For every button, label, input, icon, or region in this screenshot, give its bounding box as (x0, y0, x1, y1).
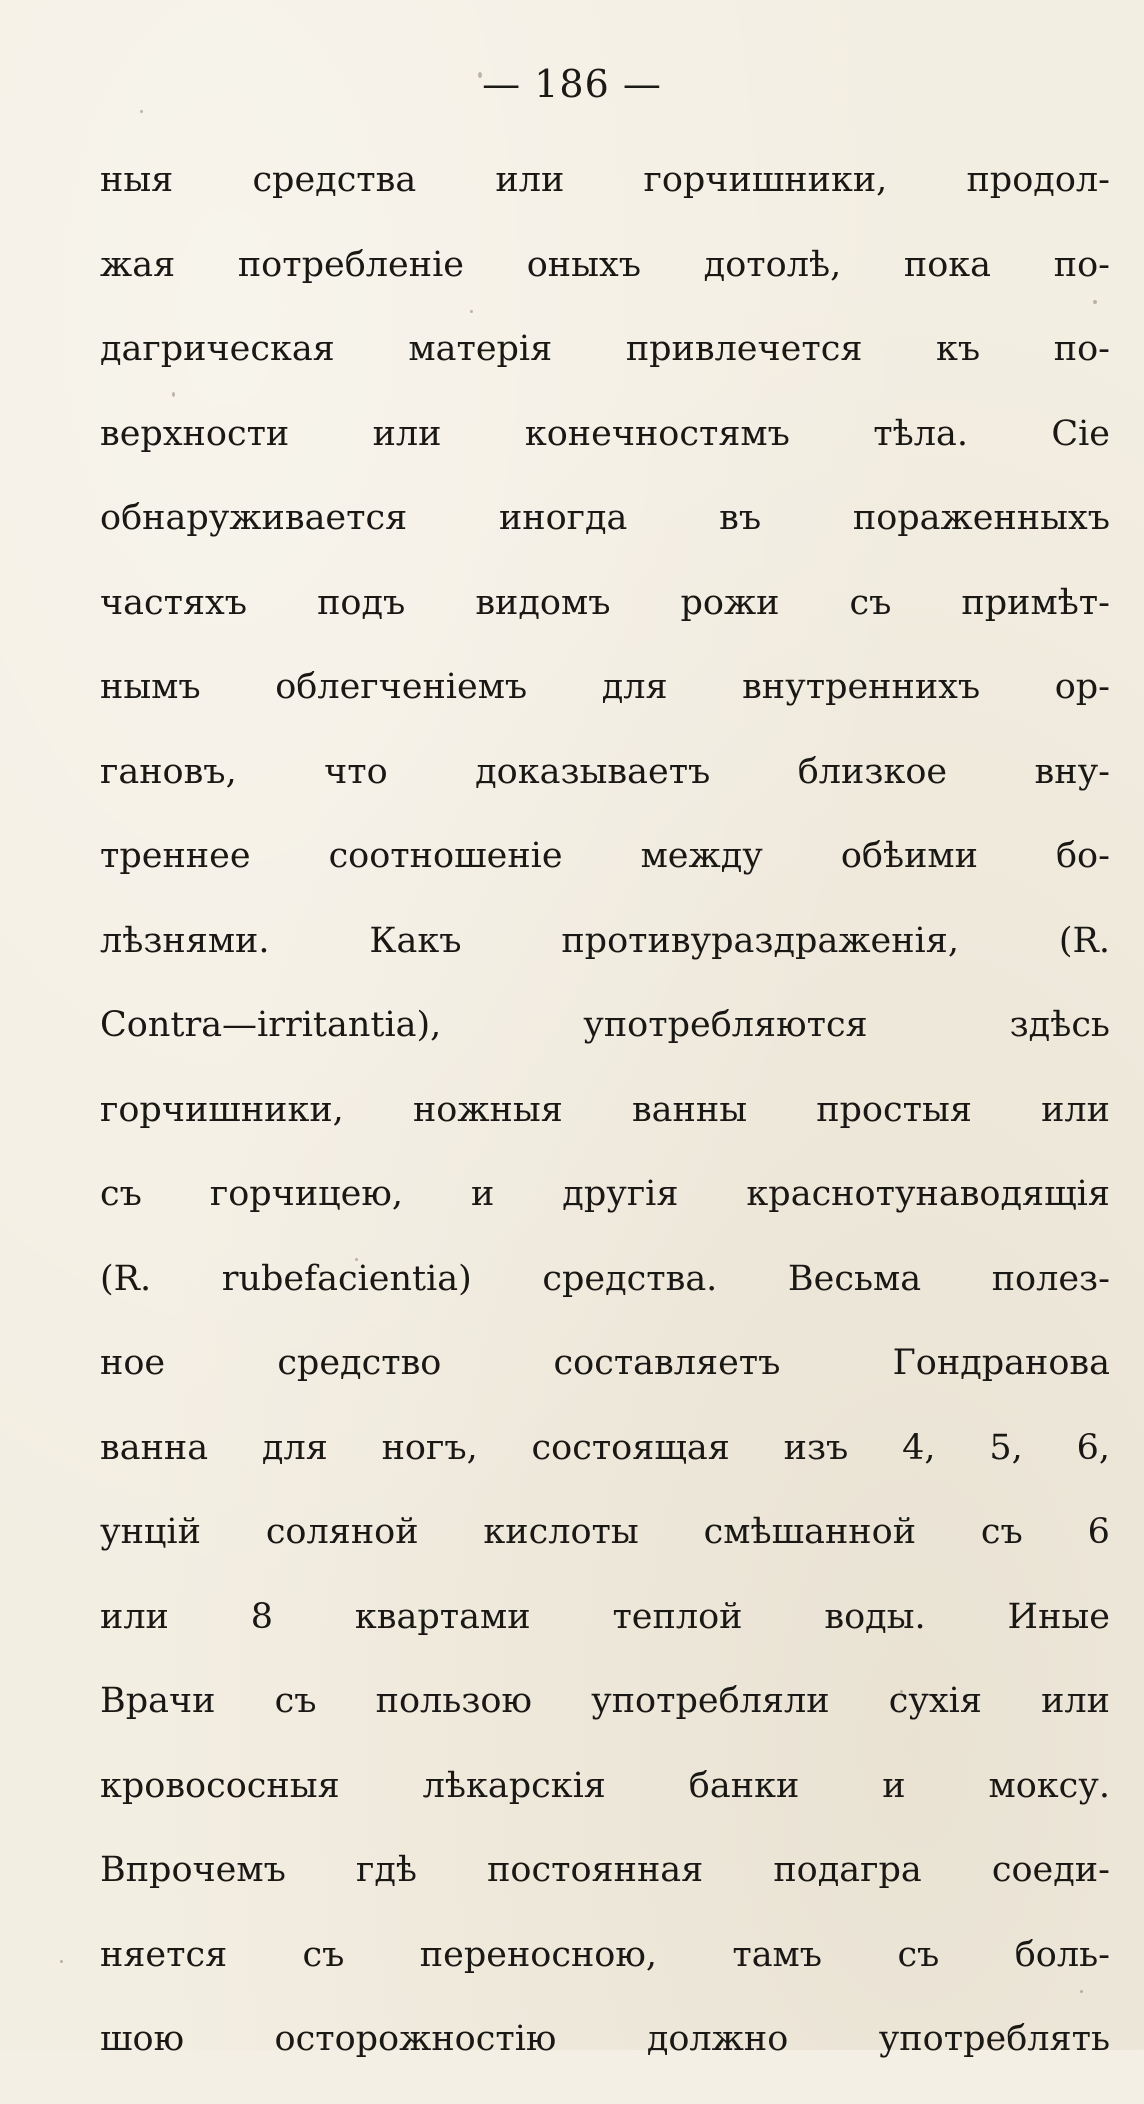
word: ныя (100, 160, 174, 200)
word: подагра (773, 1850, 922, 1890)
word: рожи (680, 582, 780, 623)
word: должно (646, 2019, 789, 2059)
text-line (100, 1935, 1110, 2020)
word: внутреннихъ (742, 667, 981, 707)
word: подъ (317, 582, 406, 623)
word: Впрочемъ (100, 1850, 286, 1890)
word: бо- (1055, 836, 1110, 876)
text-line (100, 583, 1110, 668)
word: соеди- (991, 1850, 1110, 1890)
word: Иные (1007, 1596, 1110, 1637)
word: ногъ, (381, 1427, 478, 1468)
word: ор- (1054, 667, 1110, 707)
word: 5, (989, 1427, 1023, 1468)
word: по- (1053, 244, 1110, 285)
page-number: — 186 — (482, 62, 662, 106)
word: пораженныхъ (852, 498, 1110, 538)
word: ванны (631, 1089, 748, 1130)
text-line (100, 1174, 1110, 1259)
word: (R. (1058, 920, 1110, 961)
word: частяхъ (100, 582, 248, 623)
word: Гондранова (892, 1343, 1110, 1383)
word: употребляли (591, 1681, 830, 1721)
word: 6 (1087, 1512, 1110, 1552)
word: ное (100, 1343, 166, 1383)
word: обнаруживается (100, 498, 408, 538)
word: съ (274, 1681, 317, 1721)
word: употребляются (583, 1005, 868, 1045)
word: другія (562, 1174, 679, 1214)
word: смѣшанной (703, 1512, 917, 1552)
word: и (882, 1765, 906, 1806)
text-line (100, 245, 1110, 330)
text-line (100, 2019, 1110, 2104)
text-line (100, 160, 1110, 245)
word: гдѣ (355, 1850, 417, 1890)
word: пока (903, 244, 992, 285)
word: доказываетъ (475, 751, 711, 792)
text-line (100, 1005, 1110, 1090)
word: тамъ (732, 1934, 823, 1975)
word: тѣла. (873, 413, 968, 454)
word: ванна (100, 1427, 209, 1468)
word: привлечется (625, 329, 863, 369)
text-line (100, 1681, 1110, 1766)
word: нымъ (100, 667, 201, 707)
word: жая (100, 244, 176, 285)
word: соотношеніе (328, 836, 563, 876)
word: 6, (1076, 1427, 1110, 1468)
word: средства (252, 160, 417, 200)
word: Сіе (1051, 413, 1110, 454)
word: няется (100, 1934, 228, 1975)
text-line (100, 1343, 1110, 1428)
word: Contra—irritantia), (100, 1005, 442, 1045)
text-line (100, 1428, 1110, 1513)
word: квартами (354, 1596, 531, 1637)
word: для (601, 667, 668, 707)
word: употреблять (878, 2019, 1110, 2059)
word: составляетъ (553, 1343, 781, 1383)
text-line (100, 1850, 1110, 1935)
word: средство (277, 1343, 442, 1383)
word: унцій (100, 1512, 201, 1552)
word: кислоты (483, 1512, 639, 1552)
word: шою (100, 2019, 185, 2059)
word: изъ (783, 1427, 849, 1468)
word: потребленіе (237, 244, 464, 285)
word: лѣзнями. (100, 920, 270, 961)
word: краснотунаводящія (746, 1174, 1110, 1214)
word: кровососныя (100, 1765, 340, 1806)
text-line (100, 329, 1110, 414)
word: видомъ (475, 582, 611, 623)
word: сухія (888, 1681, 982, 1721)
word: 4, (902, 1427, 936, 1468)
word: горчицею, (209, 1174, 403, 1214)
word: простыя (816, 1089, 972, 1130)
word: съ (100, 1174, 142, 1214)
word: Весьма (787, 1258, 922, 1299)
word: или (1041, 1681, 1110, 1721)
text-line (100, 498, 1110, 583)
word: средства. (542, 1258, 718, 1299)
word: полез- (991, 1258, 1110, 1299)
word: съ (897, 1934, 940, 1975)
word: вну- (1034, 751, 1110, 792)
text-line (100, 752, 1110, 837)
word: что (324, 751, 388, 792)
word: теплой (612, 1596, 743, 1637)
word: треннее (100, 836, 251, 876)
text-line (100, 1512, 1110, 1597)
word: съ (849, 582, 892, 623)
text-line (100, 921, 1110, 1006)
word: постоянная (487, 1850, 704, 1890)
word: обѣими (840, 836, 978, 876)
word: примѣт- (961, 582, 1110, 623)
text-line (100, 414, 1110, 499)
word: въ (719, 498, 762, 538)
word: дотолѣ, (703, 244, 842, 285)
text-line (100, 1766, 1110, 1851)
text-line (100, 1597, 1110, 1682)
word: воды. (824, 1596, 926, 1637)
word: или (372, 413, 442, 454)
word: облегченіемъ (275, 667, 528, 707)
word: лѣкарскія (422, 1765, 606, 1806)
word: осторожностію (274, 2019, 557, 2059)
word: съ (302, 1934, 345, 1975)
text-line (100, 836, 1110, 921)
word: Какъ (369, 920, 462, 961)
word: продол- (966, 160, 1110, 200)
word: близкое (797, 751, 948, 792)
word: соляной (265, 1512, 419, 1552)
word: оныхъ (526, 244, 641, 285)
word: горчишники, (643, 160, 888, 200)
word: (R. (100, 1258, 152, 1299)
body-text (100, 160, 1110, 2104)
text-line (100, 667, 1110, 752)
word: моксу. (988, 1765, 1110, 1806)
word: или (495, 160, 565, 200)
word: боль- (1014, 1934, 1110, 1975)
word: съ (980, 1512, 1023, 1552)
word: горчишники, (100, 1089, 344, 1130)
word: верхности (100, 413, 290, 454)
paper-speck (140, 110, 143, 113)
word: и (470, 1174, 495, 1214)
word: состоящая (531, 1427, 730, 1468)
word: или (100, 1596, 169, 1637)
word: банки (688, 1765, 800, 1806)
word: для (261, 1427, 328, 1468)
word: между (640, 836, 763, 876)
word: пользою (375, 1681, 532, 1721)
word: rubefacientia) (221, 1258, 472, 1299)
word: или (1041, 1089, 1110, 1130)
word: Врачи (100, 1681, 216, 1721)
word: здѣсь (1009, 1005, 1110, 1045)
text-line (100, 1259, 1110, 1344)
word: гановъ, (100, 751, 237, 792)
word: къ (936, 329, 981, 369)
word: иногда (498, 498, 628, 538)
word: 8 (250, 1596, 274, 1637)
word: переносною, (419, 1934, 657, 1975)
word: по- (1053, 329, 1110, 369)
word: конечностямъ (524, 413, 790, 454)
word: дагрическая (100, 329, 335, 369)
word: матерія (408, 329, 553, 369)
word: ножныя (412, 1089, 563, 1130)
text-line (100, 1090, 1110, 1175)
word: противураздраженія, (561, 920, 959, 961)
paper-speck (60, 1960, 63, 1963)
